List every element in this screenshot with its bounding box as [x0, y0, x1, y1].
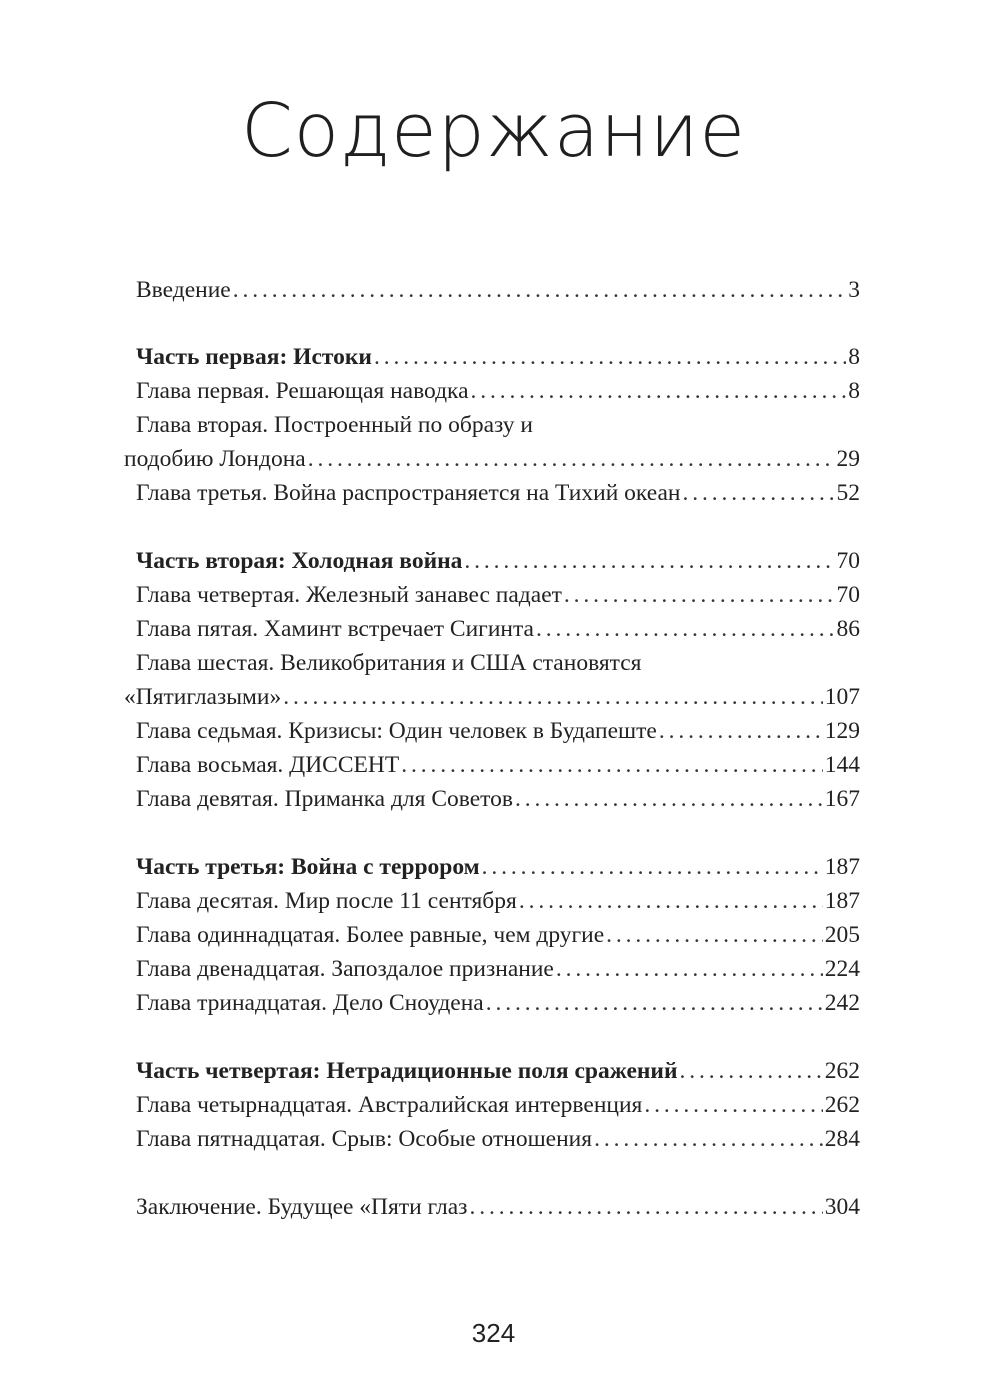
toc-entry-page: 3 — [848, 277, 860, 303]
toc-entry-page: 107 — [824, 684, 860, 710]
toc-chapter-entry[interactable] — [124, 920, 860, 950]
toc-entry-label: «Пятиглазыми» — [124, 684, 282, 710]
toc-entry-label: подобию Лондона — [124, 446, 306, 472]
toc-chapter-entry[interactable] — [124, 1090, 860, 1120]
dot-leader — [642, 1090, 822, 1120]
dot-leader — [231, 275, 847, 305]
toc-entry-page: 224 — [824, 956, 860, 982]
dot-leader — [534, 614, 835, 644]
dot-leader — [399, 750, 823, 780]
toc-chapter-entry[interactable] — [124, 954, 860, 984]
toc-entry-page: 86 — [836, 616, 860, 642]
toc-entry-label: Глава первая. Решающая наводка — [136, 378, 469, 404]
toc-entry-label: Заключение. Будущее «Пяти глаз — [136, 1194, 468, 1220]
dot-leader — [467, 1192, 822, 1222]
page-number: 324 — [471, 1318, 516, 1348]
toc-entry-label: Часть четвертая: Нетрадиционные поля сражений — [136, 1058, 678, 1084]
dot-leader — [604, 920, 823, 950]
toc-part-entry[interactable] — [124, 546, 860, 576]
dot-leader — [517, 886, 823, 916]
toc-entry-page: 304 — [824, 1194, 860, 1220]
toc-entry-label: Глава девятая. Приманка для Советов — [136, 786, 513, 812]
toc-entry-page: 144 — [824, 752, 860, 778]
toc-entry-label: Глава десятая. Мир после 11 сентября — [136, 888, 517, 914]
toc-chapter-entry[interactable] — [124, 988, 860, 1018]
toc-entry-label: Глава тринадцатая. Дело Сноудена — [136, 990, 484, 1016]
toc-entry-page: 284 — [824, 1126, 860, 1152]
toc-part-entry[interactable] — [124, 1056, 860, 1086]
page-title: Содержание — [241, 88, 746, 174]
dot-leader — [513, 784, 823, 814]
toc-entry-label: Глава пятая. Хаминт встречает Сигинта — [136, 616, 534, 642]
toc-entry-label: Глава четвертая. Железный занавес падает — [136, 582, 562, 608]
toc-entry-page: 52 — [836, 480, 860, 506]
toc-entry-page: 167 — [824, 786, 860, 812]
toc-part-entry[interactable] — [124, 342, 860, 372]
toc-entry-page: 187 — [824, 854, 860, 880]
toc-chapter-entry[interactable] — [124, 750, 860, 780]
toc-chapter-entry[interactable] — [124, 275, 860, 305]
toc-chapter-entry[interactable] — [124, 614, 860, 644]
dot-leader — [562, 580, 835, 610]
toc-entry-page: 262 — [824, 1092, 860, 1118]
toc-entry-label: Введение — [136, 277, 231, 303]
dot-leader — [680, 478, 834, 508]
toc-entry-page: 205 — [824, 922, 860, 948]
toc-chapter-entry[interactable] — [124, 376, 860, 406]
dot-leader — [678, 1056, 823, 1086]
toc-entry-page: 242 — [824, 990, 860, 1016]
dot-leader — [306, 444, 835, 474]
toc-entry-page: 129 — [824, 718, 860, 744]
toc-entry-label-line1: Глава шестая. Великобритания и США становятся — [136, 650, 642, 676]
toc-chapter-entry[interactable] — [124, 444, 860, 474]
toc-entry-label: Часть третья: Война с террором — [136, 854, 480, 880]
dot-leader — [484, 988, 823, 1018]
toc-entry-label: Глава четырнадцатая. Австралийская интервенция — [136, 1092, 643, 1118]
dot-leader — [554, 954, 823, 984]
toc-chapter-entry[interactable] — [124, 716, 860, 746]
toc-entry-label: Глава седьмая. Кризисы: Один человек в Будапеште — [136, 718, 657, 744]
toc-entry-label: Глава третья. Война распространяется на Тихий океан — [136, 480, 681, 506]
dot-leader — [480, 852, 823, 882]
dot-leader — [281, 682, 823, 712]
toc-chapter-entry[interactable] — [124, 886, 860, 916]
toc-entry-page: 187 — [824, 888, 860, 914]
toc-entry-label: Глава восьмая. ДИССЕНТ — [136, 752, 400, 778]
toc-entry-label: Глава пятнадцатая. Срыв: Особые отношения — [136, 1126, 593, 1152]
dot-leader — [657, 716, 823, 746]
toc-chapter-entry[interactable] — [124, 1124, 860, 1154]
toc-entry-page: 262 — [824, 1058, 860, 1084]
toc-entry-page: 29 — [836, 446, 860, 472]
toc-entry-page: 70 — [836, 548, 860, 574]
toc-entry-label: Часть вторая: Холодная война — [136, 548, 463, 574]
dot-leader — [469, 376, 847, 406]
toc-entry-page: 8 — [848, 344, 860, 370]
toc-chapter-entry[interactable] — [124, 478, 860, 508]
toc-entry-page: 70 — [836, 582, 860, 608]
toc-chapter-entry[interactable] — [124, 682, 860, 712]
toc-chapter-entry[interactable] — [124, 1192, 860, 1222]
toc-entry-label-line1: Глава вторая. Построенный по образу и — [136, 412, 534, 438]
toc-entry-page: 8 — [848, 378, 860, 404]
toc-entry-label: Часть первая: Истоки — [136, 344, 372, 370]
toc-part-entry[interactable] — [124, 852, 860, 882]
toc-chapter-entry[interactable] — [124, 784, 860, 814]
dot-leader — [372, 342, 846, 372]
dot-leader — [462, 546, 834, 576]
dot-leader — [592, 1124, 823, 1154]
toc-chapter-entry[interactable] — [124, 580, 860, 610]
toc-entry-label: Глава двенадцатая. Запоздалое признание — [136, 956, 554, 982]
toc-entry-label: Глава одиннадцатая. Более равные, чем другие — [136, 922, 605, 948]
